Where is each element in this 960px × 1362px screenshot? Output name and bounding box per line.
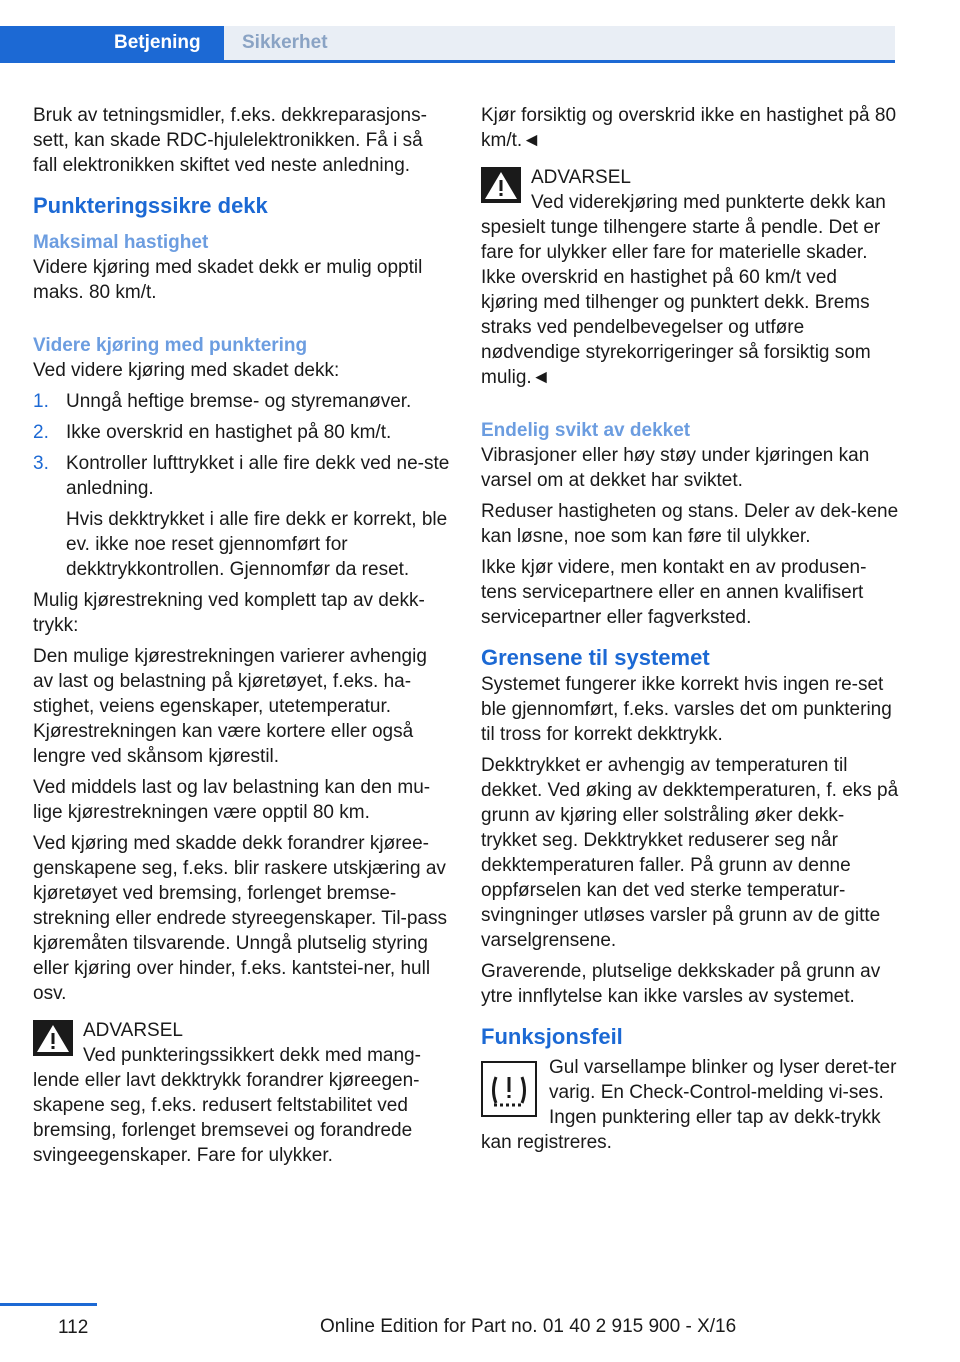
warning-title: ADVARSEL bbox=[83, 1020, 183, 1041]
warning-box-left bbox=[33, 1018, 451, 1168]
warning-triangle-icon bbox=[33, 1020, 73, 1056]
step-text: Unngå heftige bremse- og styremanøver. bbox=[66, 391, 412, 412]
warning-title: ADVARSEL bbox=[531, 167, 631, 188]
left-column bbox=[33, 103, 451, 1174]
section-title-limits: Grensene til systemet bbox=[481, 645, 710, 670]
section-title-punkteringssikre: Punkteringssikre dekk bbox=[33, 193, 268, 218]
warning-text: Ved punkteringssikkert dekk med mang-lende eller lavt dekktrykk forandrer kjøreegen-skapene seg, f.eks. redusert feltstabilitet ved bremsing, forlenget bremsevei og forandrede svingeegenskaper. Fare for ulykker. bbox=[33, 1045, 421, 1166]
list-item bbox=[33, 420, 451, 445]
section-title-malfunction: Funksjonsfeil bbox=[481, 1024, 623, 1049]
step-number: 1. bbox=[33, 391, 49, 412]
range-paragraph-3: Ved kjøring med skadde dekk forandrer kjøree-genskapene seg, f.eks. blir raskere utskjæring av kjøretøyet ved bremsing, forlenget bremse-strekning eller endrede styreegenskaper. Til-pass kjøremåten tilsvarende. Unngå plutselig styring eller kjøring over hinder, f.eks. kantstei-ner, hull osv. bbox=[33, 833, 448, 1004]
malfunction-text: Gul varsellampe blinker og lyser deret-ter varig. En Check-Control-melding vi-ses. Ingen punktering eller tap av dekk-trykk kan registreres. bbox=[481, 1057, 897, 1153]
max-speed-text: Videre kjøring med skadet dekk er mulig opptil maks. 80 km/t. bbox=[33, 257, 423, 303]
step-number: 3. bbox=[33, 453, 49, 474]
tire-pressure-warning-icon bbox=[481, 1061, 537, 1117]
limits-paragraph-1: Systemet fungerer ikke korrekt hvis ingen re-set ble gjennomført, f.eks. varsles det om punktering til tross for korrekt dekktrykk. bbox=[481, 674, 892, 745]
failure-paragraph-2: Reduser hastigheten og stans. Deler av dek-kene kan løsne, noe som kan føre til ulykker. bbox=[481, 501, 899, 547]
subheading-max-speed: Maksimal hastighet bbox=[33, 232, 209, 253]
header-divider bbox=[0, 60, 895, 63]
step-text: Kontroller lufttrykket i alle fire dekk ved ne-ste anledning. bbox=[66, 453, 450, 499]
continue-text: Ved videre kjøring med skadet dekk: bbox=[33, 360, 340, 381]
footer-divider bbox=[0, 1303, 97, 1306]
failure-paragraph-3: Ikke kjør videre, men kontakt en av produsen-tens servicepartnere eller en annen kvalifisert servicepartner eller fagverksted. bbox=[481, 557, 867, 628]
step-text: Ikke overskrid en hastighet på 80 km/t. bbox=[66, 422, 392, 443]
intro-paragraph-right: Kjør forsiktig og overskrid ikke en hastighet på 80 km/t.◄ bbox=[481, 105, 897, 151]
warning-box-right bbox=[481, 165, 899, 390]
list-item bbox=[33, 451, 451, 582]
step-subtext: Hvis dekktrykket i alle fire dekk er korrekt, ble ev. ikke noe reset gjennomført for dekktrykkontrollen. Gjennomfør da reset. bbox=[66, 509, 448, 580]
range-title-paragraph: Mulig kjørestrekning ved komplett tap av dekk-trykk: bbox=[33, 590, 425, 636]
header-tabs bbox=[0, 0, 895, 62]
subheading-failure: Endelig svikt av dekket bbox=[481, 420, 691, 441]
warning-triangle-icon bbox=[481, 167, 521, 203]
range-paragraph-2: Ved middels last og lav belastning kan den mu-lige kjørestrekningen være opptil 80 km. bbox=[33, 777, 431, 823]
limits-paragraph-2: Dekktrykket er avhengig av temperaturen til dekket. Ved øking av dekktemperaturen, f. eks på grunn av kjøring eller solstråling øker dekk-trykket seg. Dekktrykket reduserer seg når dekktemperaturen faller. På grunn av denne oppførselen kan det ved sterke temperatur-svingninger utløses varsler på grunn av de gitte varselgrensene. bbox=[481, 755, 899, 951]
limits-paragraph-3: Graverende, plutselige dekkskader på grunn av ytre innflytelse kan ikke varsles av systemet. bbox=[481, 961, 881, 1007]
tab-betjening[interactable]: Betjening bbox=[0, 26, 224, 60]
subheading-continue: Videre kjøring med punktering bbox=[33, 335, 308, 356]
tab-sikkerhet[interactable]: Sikkerhet bbox=[224, 26, 895, 60]
malfunction-box bbox=[481, 1055, 899, 1155]
range-paragraph-1: Den mulige kjørestrekningen varierer avhengig av last og belastning på kjøretøyet, f.eks. ha-stighet, veiens egenskaper, utetemperatur. Kjørestrekningen kan være kortere eller også lengre ved skånsom kjørestil. bbox=[33, 646, 427, 767]
failure-paragraph-1: Vibrasjoner eller høy støy under kjøringen kan varsel om at dekket har sviktet. bbox=[481, 445, 870, 491]
list-item bbox=[33, 389, 451, 414]
intro-paragraph: Bruk av tetningsmidler, f.eks. dekkreparasjons-sett, kan skade RDC-hjulelektronikken. Få i så fall elektronikken skiftet ved neste anledning. bbox=[33, 105, 427, 176]
edition-text: Online Edition for Part no. 01 40 2 915 900 - X/16 bbox=[320, 1316, 737, 1337]
steps-list bbox=[33, 389, 451, 582]
page-number: 112 bbox=[58, 1317, 89, 1338]
right-column bbox=[481, 103, 899, 1155]
step-number: 2. bbox=[33, 422, 49, 443]
warning-text: Ved viderekjøring med punkterte dekk kan spesielt tunge tilhengere starte å pendle. Det er fare for ulykker eller fare for materielle skader. Ikke overskrid en hastighet på 60 km/t ved kjøring med tilhenger og punktert dekk. Brems straks ved pendelbevegelser og utføre nødvendige styrekorrigeringer så forsiktig som mulig.◄ bbox=[481, 192, 886, 388]
